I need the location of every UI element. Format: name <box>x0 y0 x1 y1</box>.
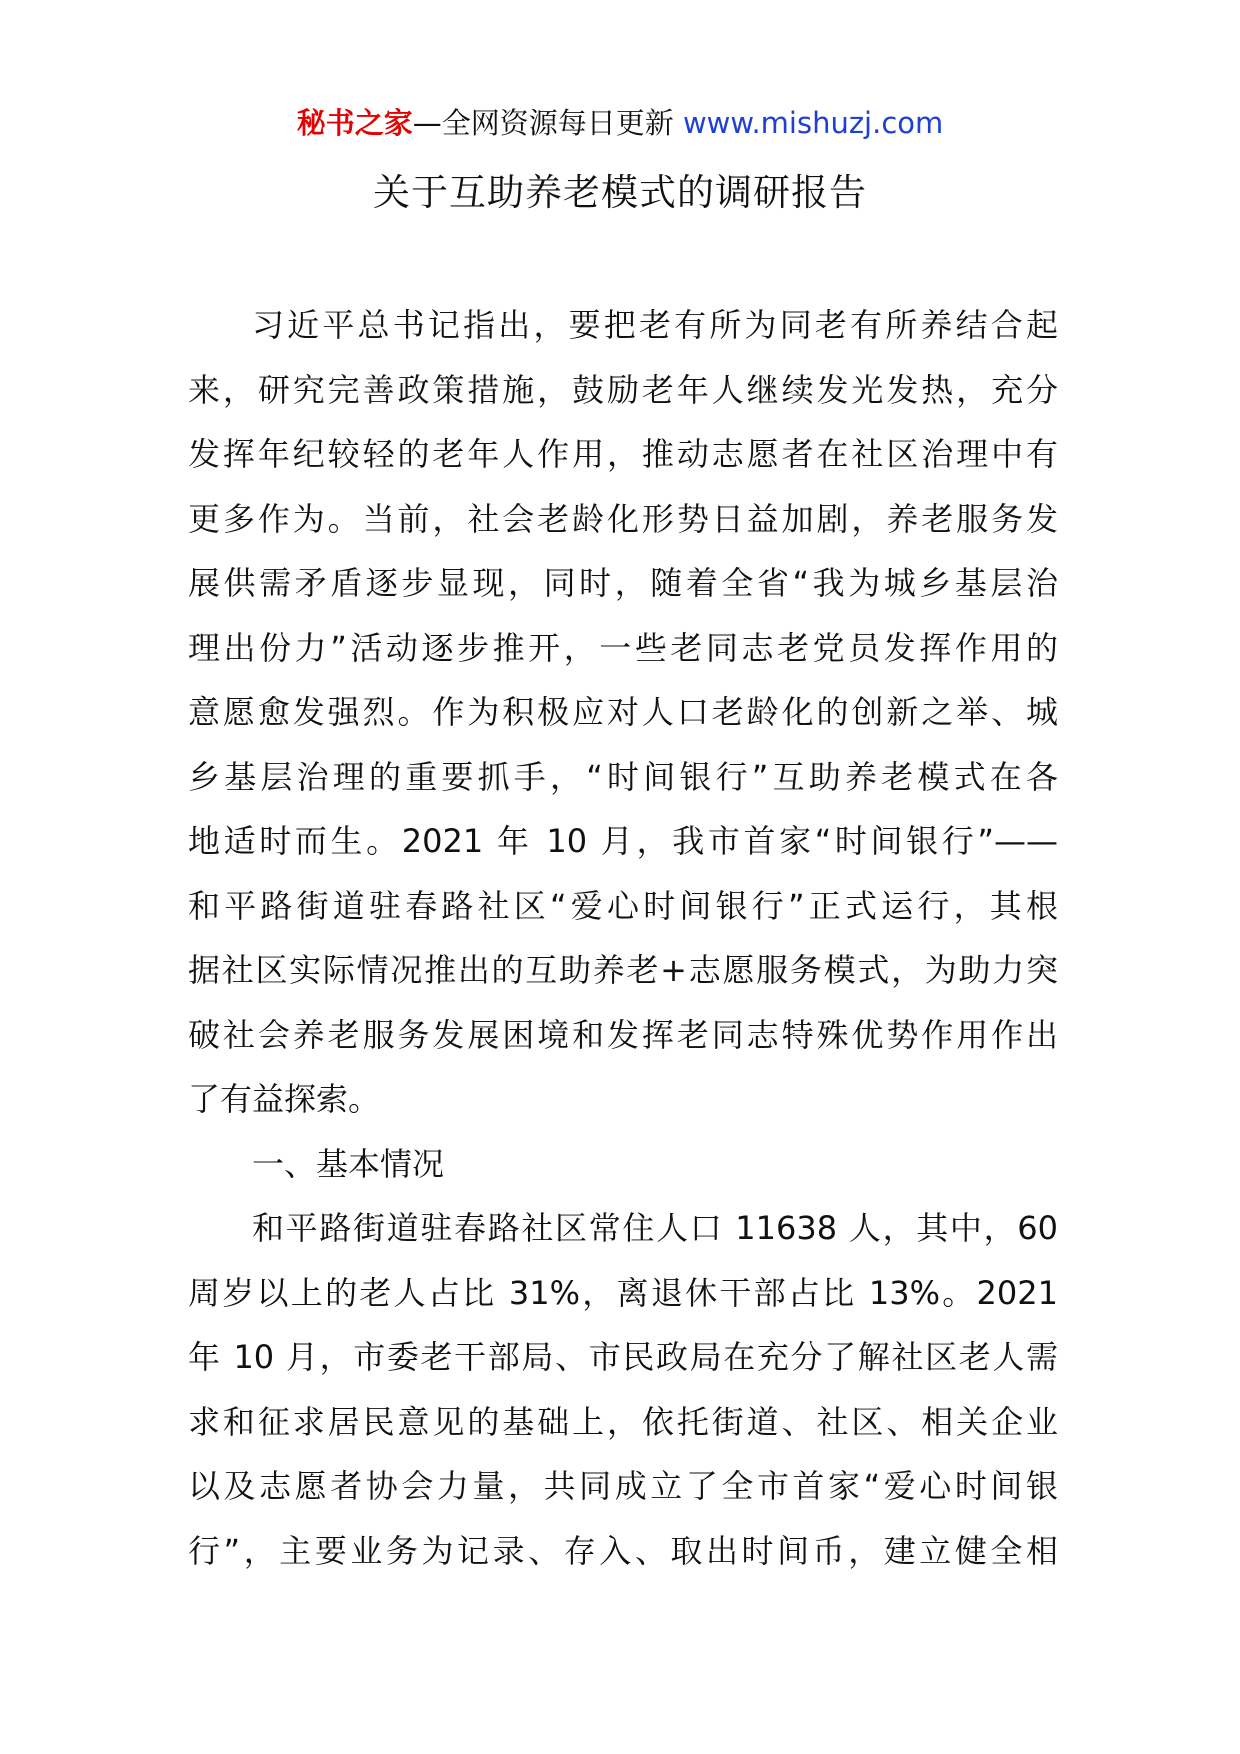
paragraph-line: 据社区实际情况推出的互助养老+志愿服务模式，为助力突 <box>188 951 1058 989</box>
paragraph-line: 行”，主要业务为记录、存入、取出时间币，建立健全相 <box>188 1531 1058 1570</box>
site-header <box>0 101 1240 145</box>
paragraph-line: 意愿愈发强烈。作为积极应对人口老龄化的创新之举、城 <box>188 693 1058 731</box>
paragraph-line: 年 10 月，市委老干部局、市民政局在充分了解社区老人需 <box>188 1338 1058 1376</box>
paragraph-line: 乡基层治理的重要抓手，“时间银行”互助养老模式在各 <box>188 757 1058 796</box>
header-tagline: —全网资源每日更新 <box>412 106 674 140</box>
section-heading: 一、基本情况 <box>252 1144 445 1183</box>
document-title: 关于互助养老模式的调研报告 <box>373 171 867 214</box>
site-url-link[interactable]: www.mishuzj.com <box>682 106 944 140</box>
paragraph-line: 地适时而生。2021 年 10 月，我市首家“时间银行”—— <box>188 822 1058 860</box>
paragraph-line: 展供需矛盾逐步显现，同时，随着全省“我为城乡基层治 <box>188 564 1058 602</box>
paragraph-line: 了有益探索。 <box>188 1080 381 1118</box>
document-body <box>188 293 1058 1583</box>
paragraph-line: 理出份力”活动逐步推开，一些老同志老党员发挥作用的 <box>188 628 1058 667</box>
paragraph-line: 和平路街道驻春路社区常住人口 11638 人，其中，60 <box>252 1209 1058 1247</box>
paragraph-line: 以及志愿者协会力量，共同成立了全市首家“爱心时间银 <box>188 1467 1058 1505</box>
paragraph-line: 习近平总书记指出，要把老有所为同老有所养结合起 <box>252 306 1058 344</box>
paragraph-line: 和平路街道驻春路社区“爱心时间银行”正式运行，其根 <box>188 886 1058 925</box>
brand-name: 秘书之家 <box>296 106 413 140</box>
paragraph-line: 破社会养老服务发展困境和发挥老同志特殊优势作用作出 <box>188 1015 1058 1054</box>
paragraph-line: 求和征求居民意见的基础上，依托街道、社区、相关企业 <box>188 1402 1058 1441</box>
paragraph-line: 周岁以上的老人占比 31%，离退休干部占比 13%。2021 <box>188 1273 1058 1312</box>
paragraph-line: 更多作为。当前，社会老龄化形势日益加剧，养老服务发 <box>188 499 1058 538</box>
paragraph-line: 发挥年纪较轻的老年人作用，推动志愿者在社区治理中有 <box>188 435 1058 473</box>
paragraph-line: 来，研究完善政策措施，鼓励老年人继续发光发热，充分 <box>188 370 1058 409</box>
